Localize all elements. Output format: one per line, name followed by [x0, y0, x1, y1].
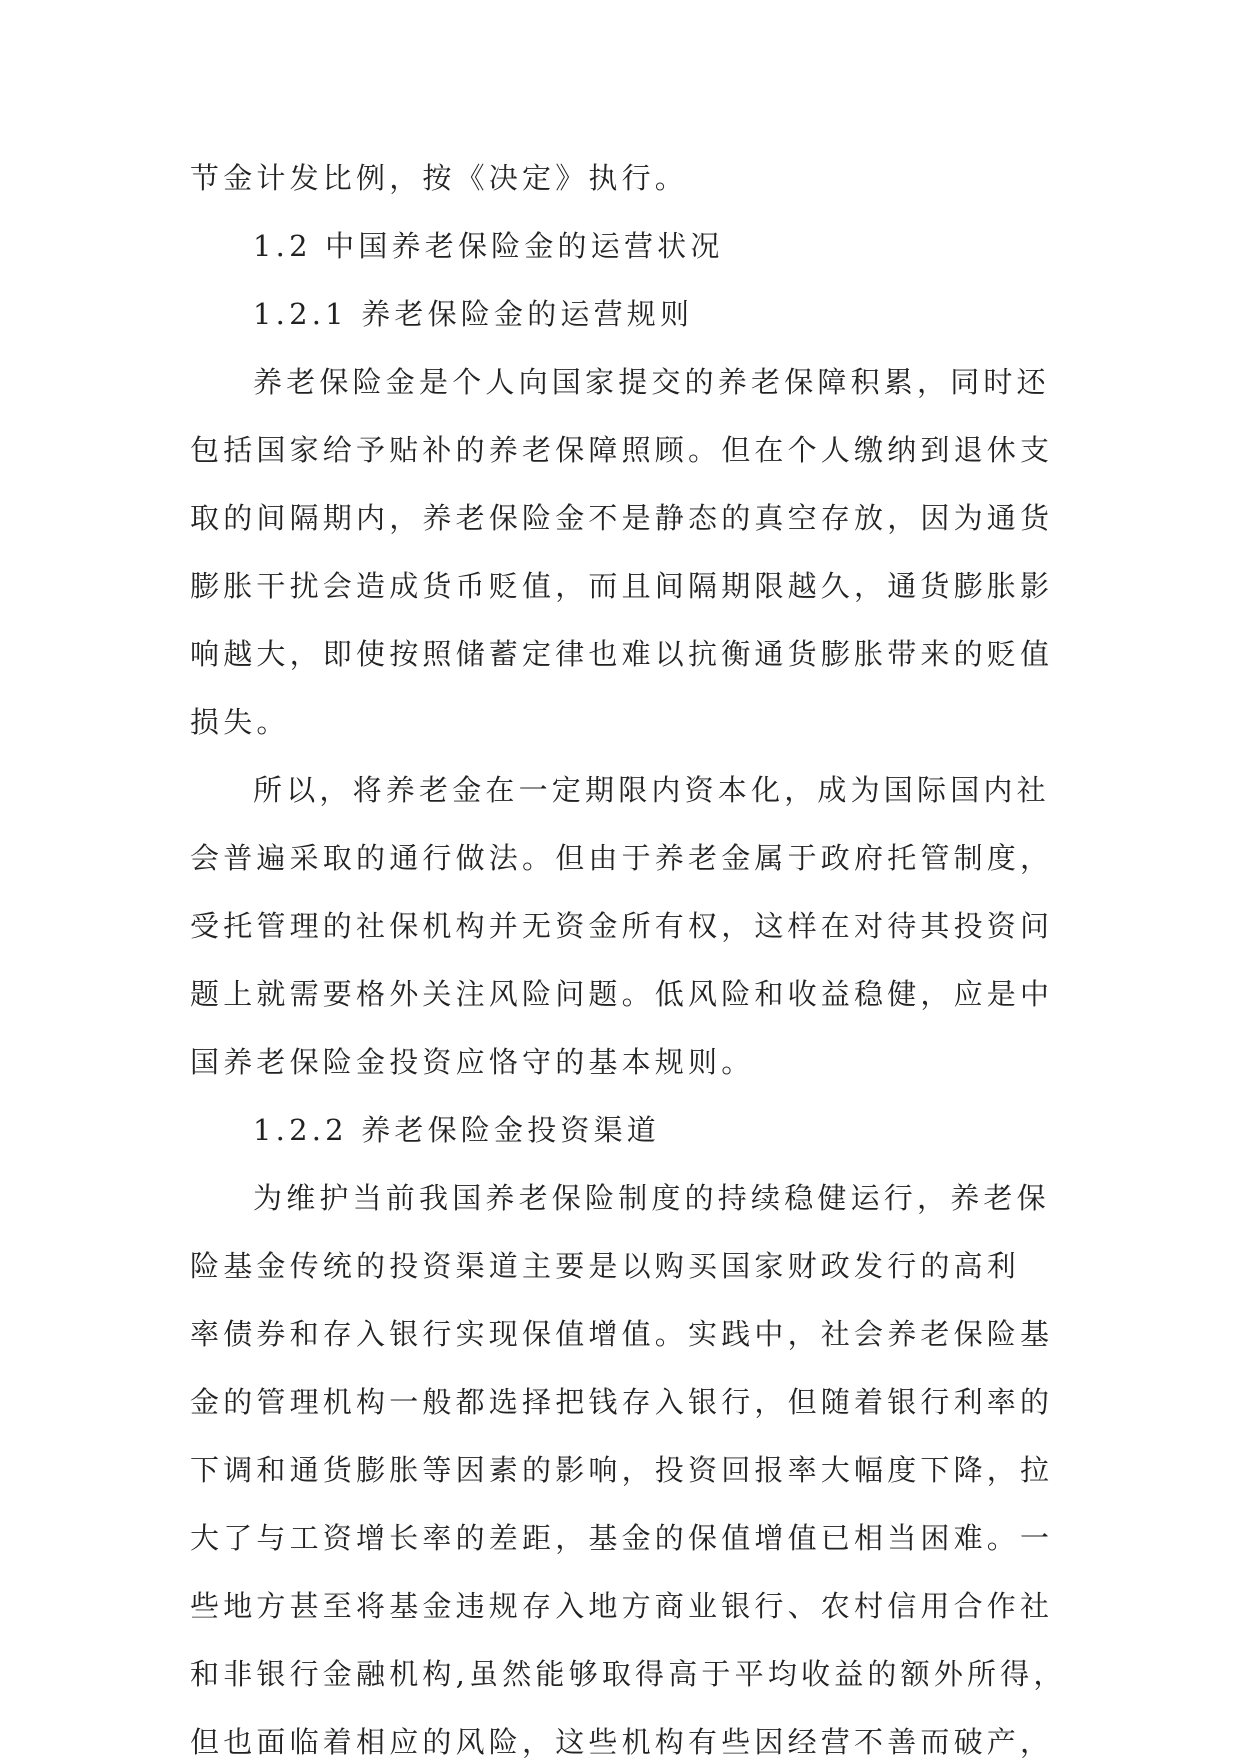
- paragraph-line: 包括国家给予贴补的养老保障照顾。但在个人缴纳到退休支: [190, 433, 1054, 467]
- paragraph-line: 响越大，即使按照储蓄定律也难以抗衡通货膨胀带来的贬值: [190, 637, 1054, 671]
- paragraph-line: 金的管理机构一般都选择把钱存入银行，但随着银行利率的: [190, 1385, 1054, 1419]
- paragraph-line: 养老保险金是个人向国家提交的养老保障积累，同时还: [253, 365, 1050, 399]
- paragraph-line: 取的间隔期内，养老保险金不是静态的真空存放，因为通货: [190, 501, 1054, 535]
- paragraph-line: 膨胀干扰会造成货币贬值，而且间隔期限越久，通货膨胀影: [190, 569, 1054, 603]
- paragraph-line: 率债券和存入银行实现保值增值。实践中，社会养老保险基: [190, 1317, 1054, 1351]
- subsection-heading: 1.2.1 养老保险金的运营规则: [253, 297, 694, 331]
- paragraph-line: 国养老保险金投资应恪守的基本规则。: [190, 1045, 755, 1079]
- paragraph-line: 损失。: [190, 705, 290, 739]
- paragraph-line: 大了与工资增长率的差距，基金的保值增值已相当困难。一: [190, 1521, 1054, 1555]
- paragraph-line: 下调和通货膨胀等因素的影响，投资回报率大幅度下降，拉: [190, 1453, 1054, 1487]
- paragraph-line: 为维护当前我国养老保险制度的持续稳健运行，养老保: [253, 1181, 1050, 1215]
- paragraph-line: 和非银行金融机构,虽然能够取得高于平均收益的额外所得，: [190, 1657, 1067, 1691]
- section-heading: 1.2 中国养老保险金的运营状况: [253, 229, 724, 263]
- paragraph-line: 但也面临着相应的风险，这些机构有些因经营不善而破产，: [190, 1725, 1054, 1759]
- paragraph-line: 会普遍采取的通行做法。但由于养老金属于政府托管制度，: [190, 841, 1054, 875]
- paragraph-line: 所以，将养老金在一定期限内资本化，成为国际国内社: [253, 773, 1050, 807]
- subsection-heading: 1.2.2 养老保险金投资渠道: [253, 1113, 661, 1147]
- paragraph-line: 受托管理的社保机构并无资金所有权，这样在对待其投资问: [190, 909, 1054, 943]
- paragraph-line: 些地方甚至将基金违规存入地方商业银行、农村信用合作社: [190, 1589, 1054, 1623]
- paragraph-line: 题上就需要格外关注风险问题。低风险和收益稳健，应是中: [190, 977, 1054, 1011]
- paragraph-line: 险基金传统的投资渠道主要是以购买国家财政发行的高利: [190, 1249, 1021, 1283]
- paragraph-line: 节金计发比例，按《决定》执行。: [190, 161, 689, 195]
